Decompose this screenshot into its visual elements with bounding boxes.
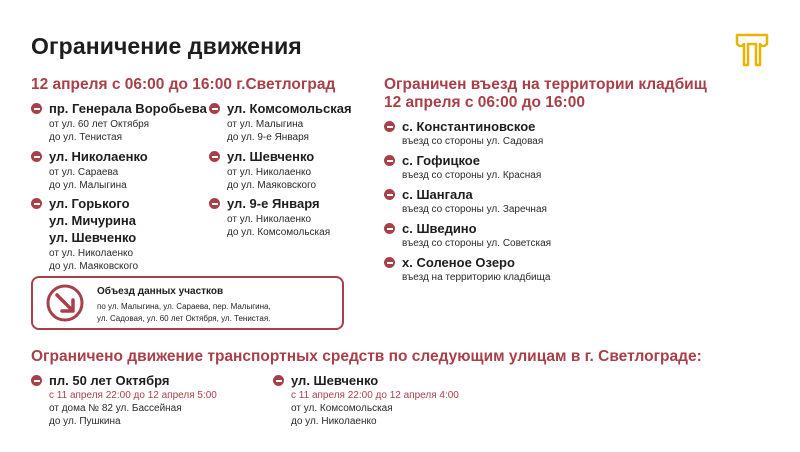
detour-box <box>31 276 344 330</box>
street-name: ул. Шевченко <box>227 149 315 164</box>
no-entry-icon <box>31 103 42 114</box>
street-to: до ул. 9-е Января <box>227 132 309 143</box>
street-name: ул. Николаенко <box>49 149 148 164</box>
no-entry-icon <box>384 155 395 166</box>
no-entry-icon <box>209 103 220 114</box>
detour-title: Объезд данных участков <box>97 286 224 297</box>
no-entry-icon <box>31 375 42 386</box>
no-entry-icon <box>209 198 220 209</box>
no-entry-icon <box>273 375 284 386</box>
street-to: до ул. Маяковского <box>49 261 139 272</box>
street-name: ул. Комсомольская <box>227 101 352 116</box>
street-name: ул. Шевченко <box>291 373 379 388</box>
detour-text <box>97 301 271 325</box>
street-name: ул. Шевченко <box>49 230 137 245</box>
bottom-section-heading: Ограничено движение транспортных средств по следующим улицам в г. Светлограде: <box>31 348 702 365</box>
street-from: от ул. 60 лет Октября <box>49 119 150 130</box>
street-from: от ул. Николаенко <box>49 248 134 259</box>
street-name: ул. 9-е Января <box>227 196 320 211</box>
street-to: до ул. Николаенко <box>291 416 377 427</box>
cemetery-name: с. Шангала <box>402 187 473 202</box>
no-entry-icon <box>384 121 395 132</box>
detour-line: ул. Садовая, ул. 60 лет Октября, ул. Тенистая. <box>97 314 271 323</box>
detour-arrow-icon <box>45 283 85 323</box>
cemetery-name: с. Константиновское <box>402 119 536 134</box>
cemetery-entry: въезд со стороны ул. Садовая <box>402 136 544 147</box>
left-section-heading: 12 апреля с 06:00 до 16:00 г.Светлоград <box>31 76 336 93</box>
cemetery-name: с. Шведино <box>402 221 477 236</box>
cemetery-name: с. Гофицкое <box>402 153 480 168</box>
cemetery-name: х. Соленое Озеро <box>402 255 515 270</box>
restriction-dates: с 11 апреля 22:00 до 12 апреля 4:00 <box>291 390 459 401</box>
cemetery-entry: въезд со стороны ул. Заречная <box>402 204 547 215</box>
street-name: ул. Мичурина <box>49 213 136 228</box>
street-to: до ул. Тенистая <box>49 132 123 143</box>
street-to: до ул. Малыгина <box>49 180 127 191</box>
street-to: до ул. Комсомольская <box>227 227 331 238</box>
cemetery-entry: въезд на территорию кладбища <box>402 272 551 283</box>
detour-line: по ул. Малыгина, ул. Сараева, пер. Малыгина, <box>97 302 271 311</box>
no-entry-icon <box>209 151 220 162</box>
cemetery-entry: въезд со стороны ул. Советская <box>402 238 552 249</box>
street-from: от ул. Малыгина <box>227 119 304 130</box>
street-from: от ул. Николаенко <box>227 214 312 225</box>
cemetery-entry: въезд со стороны ул. Красная <box>402 170 542 181</box>
no-entry-icon <box>384 257 395 268</box>
street-from: от ул. Николаенко <box>227 167 312 178</box>
right-section-heading <box>384 76 707 112</box>
street-name: пл. 50 лет Октября <box>49 373 170 388</box>
street-from: от ул. Сараева <box>49 167 119 178</box>
street-to: до ул. Маяковского <box>227 180 317 191</box>
logo-icon <box>735 32 769 68</box>
street-from: от дома № 82 ул. Бассейная <box>49 403 182 414</box>
no-entry-icon <box>31 151 42 162</box>
restriction-dates: с 11 апреля 22:00 до 12 апреля 5:00 <box>49 390 217 401</box>
no-entry-icon <box>384 189 395 200</box>
no-entry-icon <box>384 223 395 234</box>
no-entry-icon <box>31 198 42 209</box>
street-name: ул. Горького <box>49 196 130 211</box>
page-title: Ограничение движения <box>31 33 302 59</box>
street-from: от ул. Комсомольская <box>291 403 393 414</box>
street-to: до ул. Пушкина <box>49 416 121 427</box>
street-name: пр. Генерала Воробьева <box>49 101 207 116</box>
right-heading-line: Ограничен въезд на территории кладбищ <box>384 76 707 93</box>
right-heading-line: 12 апреля с 06:00 до 16:00 <box>384 94 585 111</box>
